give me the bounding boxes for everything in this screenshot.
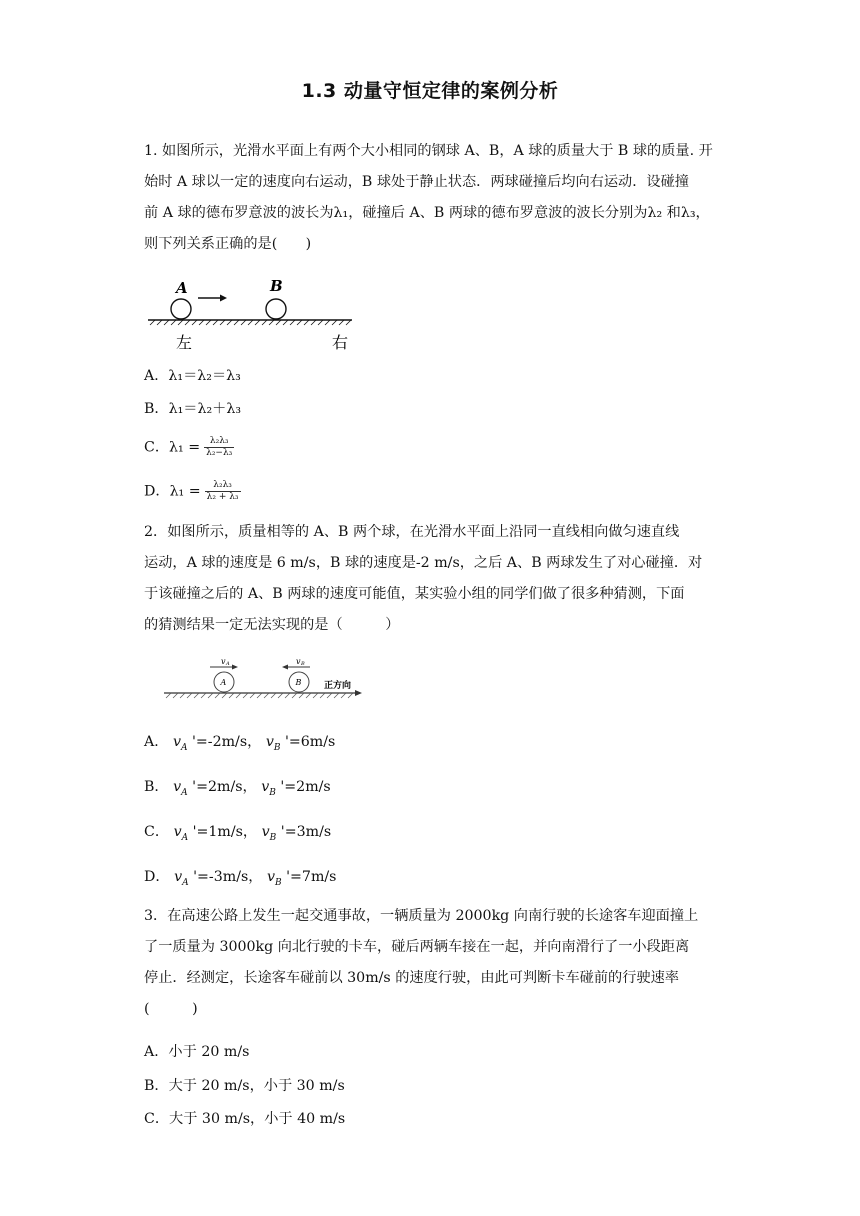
velocity-a-label: v [221,657,226,666]
numerator: λ₂λ₃ [204,436,234,448]
text-line: 于该碰撞之后的 A、B 两球的速度可能值，某实验小组的同学们做了很多种猜测，下面 [144,586,685,602]
text-line: 的猜测结果一定无法实现的是（ ） [144,617,400,633]
q3-option-b: B．大于 20 m/s，小于 30 m/s [144,1078,345,1094]
q1-option-c [144,436,234,459]
ball-a [171,299,191,319]
figure-collision [160,656,365,704]
label-a: A [176,279,188,297]
option-d-prefix: D．λ₁ = [144,483,201,500]
ball-a-label: A [220,678,227,687]
direction-label: 正方向 [324,681,352,691]
q1-option-d [144,480,241,503]
velocity-b-subscript: B [301,661,305,667]
ball-b [289,672,309,692]
text-line: 前 A 球的德布罗意波的波长为λ₁，碰撞后 A、B 两球的德布罗意波的波长分别为λ₂ 和λ₃， [144,205,710,221]
velocity-b-label: v [296,657,301,666]
question-1-text [144,136,722,260]
text-line: 2．如图所示，质量相等的 A、B 两个球，在光滑水平面上沿同一直线相向做匀速直线 [144,524,680,540]
question-3-text [144,901,722,1025]
denominator: λ₂−λ₃ [206,448,233,458]
q2-option-c: C． $v_A$ '=1m/s， $v_B$ '=3m/s [144,824,332,843]
denominator: λ₂ + λ₃ [206,492,239,502]
velocity-arrow [198,295,227,302]
label-left: 左 [176,333,193,352]
q3-option-a: A．小于 20 m/s [144,1044,250,1060]
fraction-d [205,480,241,503]
text-line: 始时 A 球以一定的速度向右运动，B 球处于静止状态．两球碰撞后均向右运动．设碰撞 [144,174,689,190]
q2-option-b: B． $v_A$ '=2m/s， $v_B$ '=2m/s [144,779,331,798]
page-title: 1.3 动量守恒定律的案例分析 [301,80,559,102]
q3-option-c: C．大于 30 m/s，小于 40 m/s [144,1111,346,1127]
ball-a [214,672,234,692]
text-line: 1. 如图所示，光滑水平面上有两个大小相同的钢球 A、B，A 球的质量大于 B 球的质量. 开 [144,143,713,159]
text-line: 运动，A 球的速度是 6 m/s，B 球的速度是-2 m/s，之后 A、B 两球发生了对心碰撞．对 [144,555,703,571]
text-line: 停止．经测定，长途客车碰前以 30m/s 的速度行驶，由此可判断卡车碰前的行驶速率 [144,970,679,986]
velocity-a-subscript: A [226,661,230,667]
figure-two-balls [144,272,360,356]
label-right: 右 [332,333,349,352]
ground-hatching [166,693,353,698]
option-c-prefix: C．λ₁ = [144,439,201,456]
text-line: ( ) [144,1001,198,1017]
fraction-c [204,436,234,459]
ball-b [266,299,286,319]
question-2-text [144,517,722,641]
q1-option-b: B．λ₁＝λ₂＋λ₃ [144,401,242,417]
ball-b-label: B [295,678,302,687]
numerator: λ₂λ₃ [205,480,241,492]
text-line: 3．在高速公路上发生一起交通事故，一辆质量为 2000kg 向南行驶的长途客车迎面撞上 [144,908,699,924]
q1-option-a: A．λ₁＝λ₂＝λ₃ [144,368,241,384]
text-line: 则下列关系正确的是( ) [144,236,312,252]
q2-option-a: A． $v_A$ '=-2m/s， $v_B$ '=6m/s [144,734,336,753]
label-b: B [270,277,283,295]
text-line: 了一质量为 3000kg 向北行驶的卡车，碰后两辆车接在一起，并向南滑行了一小段距离 [144,939,690,955]
direction-arrow-head [355,690,362,696]
q2-option-d: D． $v_A$ '=-3m/s， $v_B$ '=7m/s [144,869,337,888]
